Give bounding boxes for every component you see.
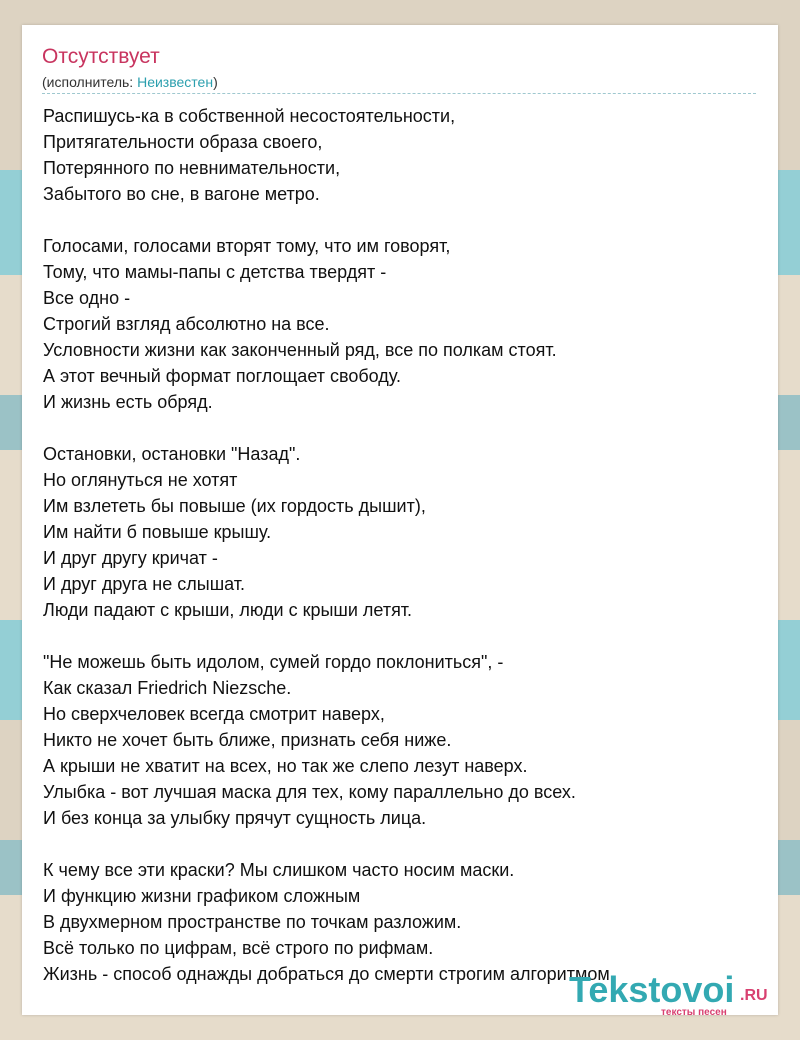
- lyrics-line: Забытого во сне, в вагоне метро.: [43, 184, 320, 204]
- lyrics-line: Всё только по цифрам, всё строго по рифмам.: [43, 938, 434, 958]
- lyrics-line: Распишусь-ка в собственной несостоятельности,: [43, 106, 456, 126]
- lyrics-line: Тому, что мамы-папы с детства твердят -: [43, 262, 387, 282]
- lyrics-line: И жизнь есть обряд.: [43, 392, 213, 412]
- lyrics-stanza: [43, 857, 763, 987]
- lyrics-line: К чему все эти краски? Мы слишком часто носим маски.: [43, 860, 515, 880]
- artist-line: [42, 74, 218, 90]
- lyrics-line: Потерянного по невнимательности,: [43, 158, 341, 178]
- lyrics-stanza: [43, 233, 763, 415]
- logo-domain-suffix: .RU: [740, 987, 768, 1004]
- lyrics-line: Притягательности образа своего,: [43, 132, 323, 152]
- song-title: Отсутствует: [42, 45, 160, 68]
- lyrics-stanza: [43, 103, 763, 207]
- lyrics-line: И друг другу кричат -: [43, 548, 218, 568]
- lyrics-line: Голосами, голосами вторят тому, что им говорят,: [43, 236, 451, 256]
- lyrics-line: И друг друга не слышат.: [43, 574, 246, 594]
- lyrics-line: И без конца за улыбку прячут сущность лица.: [43, 808, 427, 828]
- lyrics-line: Жизнь - способ однажды добраться до смерти строгим алгоритмом.: [43, 964, 615, 984]
- lyrics-line: Им найти б повыше крышу.: [43, 522, 272, 542]
- lyrics-text: [43, 103, 763, 987]
- logo-tagline: тексты песен: [661, 1007, 727, 1018]
- lyrics-line: А крыши не хватит на всех, но так же слепо лезут наверх.: [43, 756, 528, 776]
- logo-wordmark: Tekstovoi: [569, 969, 735, 1010]
- lyrics-card: [22, 25, 778, 1015]
- site-logo[interactable]: [569, 970, 774, 1022]
- artist-suffix: ): [213, 74, 218, 90]
- lyrics-stanza: [43, 441, 763, 623]
- artist-prefix: (исполнитель:: [42, 74, 138, 90]
- lyrics-line: Улыбка - вот лучшая маска для тех, кому параллельно до всех.: [43, 782, 576, 802]
- lyrics-line: Остановки, остановки "Назад".: [43, 444, 301, 464]
- lyrics-line: Но оглянуться не хотят: [43, 470, 238, 490]
- lyrics-line: Условности жизни как законченный ряд, все по полкам стоят.: [43, 340, 557, 360]
- lyrics-line: Люди падают с крыши, люди с крыши летят.: [43, 600, 413, 620]
- artist-link[interactable]: Неизвестен: [137, 74, 214, 90]
- lyrics-line: "Не можешь быть идолом, сумей гордо поклониться", -: [43, 652, 504, 672]
- lyrics-stanza: [43, 649, 763, 831]
- lyrics-line: И функцию жизни графиком сложным: [43, 886, 361, 906]
- title-divider: [42, 93, 756, 94]
- lyrics-line: Им взлететь бы повыше (их гордость дышит),: [43, 496, 426, 516]
- lyrics-line: В двухмерном пространстве по точкам разложим.: [43, 912, 462, 932]
- lyrics-line: Но сверхчеловек всегда смотрит наверх,: [43, 704, 385, 724]
- lyrics-line: Строгий взгляд абсолютно на все.: [43, 314, 330, 334]
- lyrics-line: А этот вечный формат поглощает свободу.: [43, 366, 401, 386]
- lyrics-line: Все одно -: [43, 288, 131, 308]
- lyrics-line: Никто не хочет быть ближе, признать себя ниже.: [43, 730, 452, 750]
- lyrics-line: Как сказал Friedrich Niezsche.: [43, 678, 292, 698]
